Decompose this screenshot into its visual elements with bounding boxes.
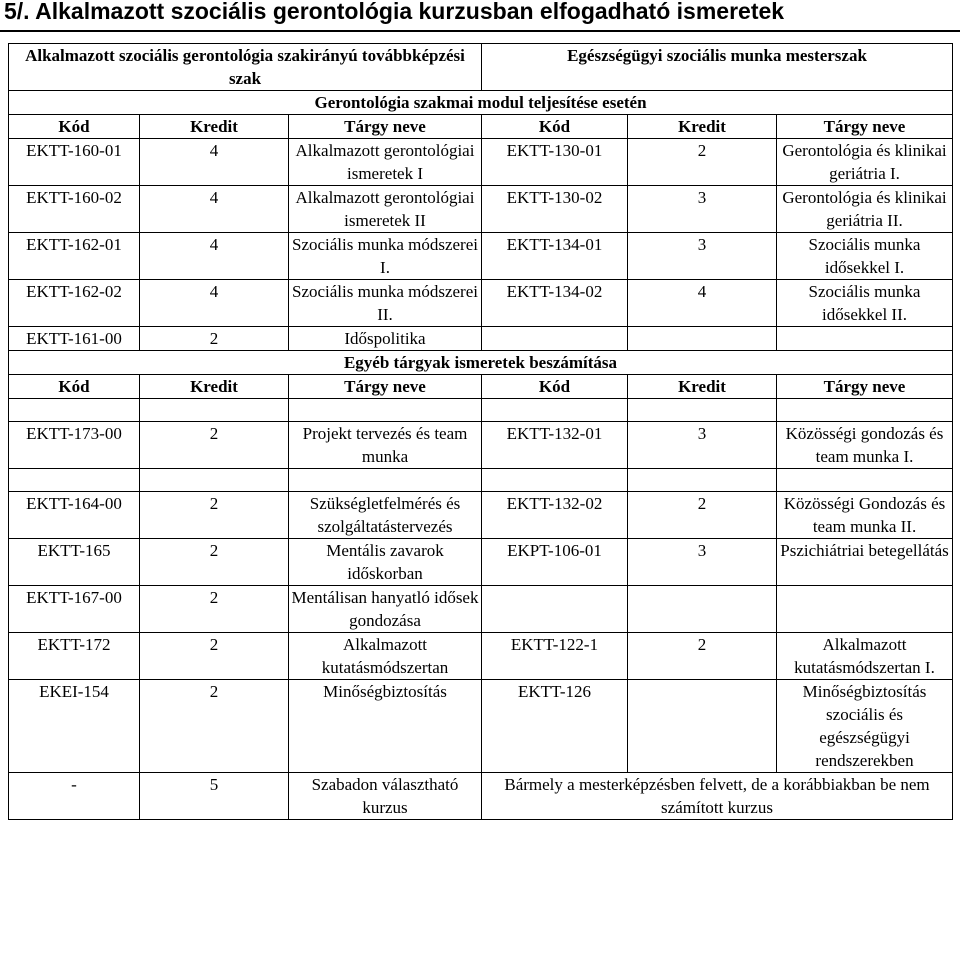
- table-cell: 2: [140, 680, 289, 773]
- table-cell: 4: [628, 280, 777, 327]
- table-cell: EKTT-130-01: [482, 139, 628, 186]
- table-cell: [628, 586, 777, 633]
- table-cell: EKTT-130-02: [482, 186, 628, 233]
- table-cell: Közösségi gondozás és team munka I.: [777, 422, 953, 469]
- table-cell: [777, 327, 953, 351]
- section1-title: Gerontológia szakmai modul teljesítése esetén: [9, 91, 953, 115]
- column-header: Kredit: [140, 115, 289, 139]
- column-header: Tárgy neve: [289, 115, 482, 139]
- spacer-row: [9, 399, 953, 422]
- table-cell: EKTT-126: [482, 680, 628, 773]
- column-header: Kredit: [140, 375, 289, 399]
- section1-title-row: [9, 91, 953, 115]
- table-cell: -: [9, 773, 140, 820]
- column-header: Tárgy neve: [289, 375, 482, 399]
- table-cell: EKTT-164-00: [9, 492, 140, 539]
- table-cell: 2: [140, 422, 289, 469]
- column-header: Kredit: [628, 115, 777, 139]
- table-cell: EKTT-162-01: [9, 233, 140, 280]
- table-body: [9, 44, 953, 820]
- table-cell: 4: [140, 280, 289, 327]
- table-cell: 2: [628, 139, 777, 186]
- table-cell: Alkalmazott gerontológiai ismeretek II: [289, 186, 482, 233]
- table-cell: EKTT-132-01: [482, 422, 628, 469]
- table-cell: 5: [140, 773, 289, 820]
- column-header: Tárgy neve: [777, 375, 953, 399]
- table-cell: 3: [628, 186, 777, 233]
- table-row: [9, 539, 953, 586]
- program-header-row: [9, 44, 953, 91]
- table-cell: Időspolitika: [289, 327, 482, 351]
- table-cell: Mentális zavarok időskorban: [289, 539, 482, 586]
- section2-column-header-row: [9, 375, 953, 399]
- section2-title: Egyéb tárgyak ismeretek beszámítása: [9, 351, 953, 375]
- table-cell: 2: [140, 539, 289, 586]
- column-header: Kód: [9, 375, 140, 399]
- table-cell: 2: [140, 586, 289, 633]
- table-cell: Szabadon választható kurzus: [289, 773, 482, 820]
- table-row: [9, 773, 953, 820]
- empty-cell: [9, 399, 140, 422]
- section1-column-header-row: [9, 115, 953, 139]
- section2-title-row: [9, 351, 953, 375]
- empty-cell: [777, 469, 953, 492]
- table-cell: 4: [140, 186, 289, 233]
- table-cell: Projekt tervezés és team munka: [289, 422, 482, 469]
- table-cell: Gerontológia és klinikai geriátria I.: [777, 139, 953, 186]
- empty-cell: [140, 469, 289, 492]
- empty-cell: [9, 469, 140, 492]
- table-cell: [482, 586, 628, 633]
- table-cell: 2: [140, 327, 289, 351]
- equivalence-table: [8, 43, 953, 820]
- title-underline: [0, 30, 960, 32]
- table-cell: Szociális munka idősekkel II.: [777, 280, 953, 327]
- table-cell: Pszichiátriai betegellátás: [777, 539, 953, 586]
- column-header: Kód: [482, 115, 628, 139]
- empty-cell: [140, 399, 289, 422]
- table-cell: 2: [628, 633, 777, 680]
- empty-cell: [289, 469, 482, 492]
- table-row: [9, 492, 953, 539]
- table-cell: EKPT-106-01: [482, 539, 628, 586]
- table-cell: EKTT-165: [9, 539, 140, 586]
- table-cell: Bármely a mesterképzésben felvett, de a korábbiakban be nem számított kurzus: [482, 773, 953, 820]
- table-cell: EKEI-154: [9, 680, 140, 773]
- table-cell: 3: [628, 233, 777, 280]
- table-cell: Szociális munka módszerei II.: [289, 280, 482, 327]
- table-cell: Szükségletfelmérés és szolgáltatástervezés: [289, 492, 482, 539]
- table-cell: 2: [628, 492, 777, 539]
- table-cell: Gerontológia és klinikai geriátria II.: [777, 186, 953, 233]
- table-row: [9, 633, 953, 680]
- page-title: 5/. Alkalmazott szociális gerontológia kurzusban elfogadható ismeretek: [4, 0, 785, 24]
- table-cell: [482, 327, 628, 351]
- table-row: [9, 327, 953, 351]
- table-cell: 2: [140, 492, 289, 539]
- table-row: [9, 280, 953, 327]
- empty-cell: [482, 399, 628, 422]
- table-row: [9, 186, 953, 233]
- table-cell: [628, 327, 777, 351]
- table-row: [9, 586, 953, 633]
- table-cell: Alkalmazott kutatásmódszertan I.: [777, 633, 953, 680]
- table-cell: EKTT-161-00: [9, 327, 140, 351]
- table-cell: 4: [140, 233, 289, 280]
- right-program-header: Egészségügyi szociális munka mesterszak: [482, 44, 953, 91]
- table-cell: Alkalmazott gerontológiai ismeretek I: [289, 139, 482, 186]
- table-cell: Minőségbiztosítás: [289, 680, 482, 773]
- empty-cell: [482, 469, 628, 492]
- table-cell: Közösségi Gondozás és team munka II.: [777, 492, 953, 539]
- table-cell: Alkalmazott kutatásmódszertan: [289, 633, 482, 680]
- empty-cell: [628, 399, 777, 422]
- table-cell: [777, 586, 953, 633]
- table-cell: 4: [140, 139, 289, 186]
- spacer-row: [9, 469, 953, 492]
- table-cell: Minőségbiztosítás szociális és egészségügyi rendszerekben: [777, 680, 953, 773]
- column-header: Kód: [9, 115, 140, 139]
- empty-cell: [777, 399, 953, 422]
- table-cell: EKTT-134-02: [482, 280, 628, 327]
- table-cell: Mentálisan hanyatló idősek gondozása: [289, 586, 482, 633]
- table-cell: EKTT-122-1: [482, 633, 628, 680]
- empty-cell: [289, 399, 482, 422]
- column-header: Kód: [482, 375, 628, 399]
- table-row: [9, 422, 953, 469]
- table-cell: EKTT-172: [9, 633, 140, 680]
- table-cell: EKTT-132-02: [482, 492, 628, 539]
- table-cell: [628, 680, 777, 773]
- left-program-header: Alkalmazott szociális gerontológia szakirányú továbbképzési szak: [9, 44, 482, 91]
- table-row: [9, 680, 953, 773]
- table-cell: Szociális munka idősekkel I.: [777, 233, 953, 280]
- table-cell: 3: [628, 539, 777, 586]
- table-cell: EKTT-167-00: [9, 586, 140, 633]
- column-header: Kredit: [628, 375, 777, 399]
- table-cell: 2: [140, 633, 289, 680]
- table-cell: 3: [628, 422, 777, 469]
- column-header: Tárgy neve: [777, 115, 953, 139]
- table-cell: Szociális munka módszerei I.: [289, 233, 482, 280]
- table-cell: EKTT-162-02: [9, 280, 140, 327]
- empty-cell: [628, 469, 777, 492]
- table-cell: EKTT-160-01: [9, 139, 140, 186]
- table-row: [9, 233, 953, 280]
- table-row: [9, 139, 953, 186]
- table-cell: EKTT-160-02: [9, 186, 140, 233]
- table-cell: EKTT-134-01: [482, 233, 628, 280]
- table-cell: EKTT-173-00: [9, 422, 140, 469]
